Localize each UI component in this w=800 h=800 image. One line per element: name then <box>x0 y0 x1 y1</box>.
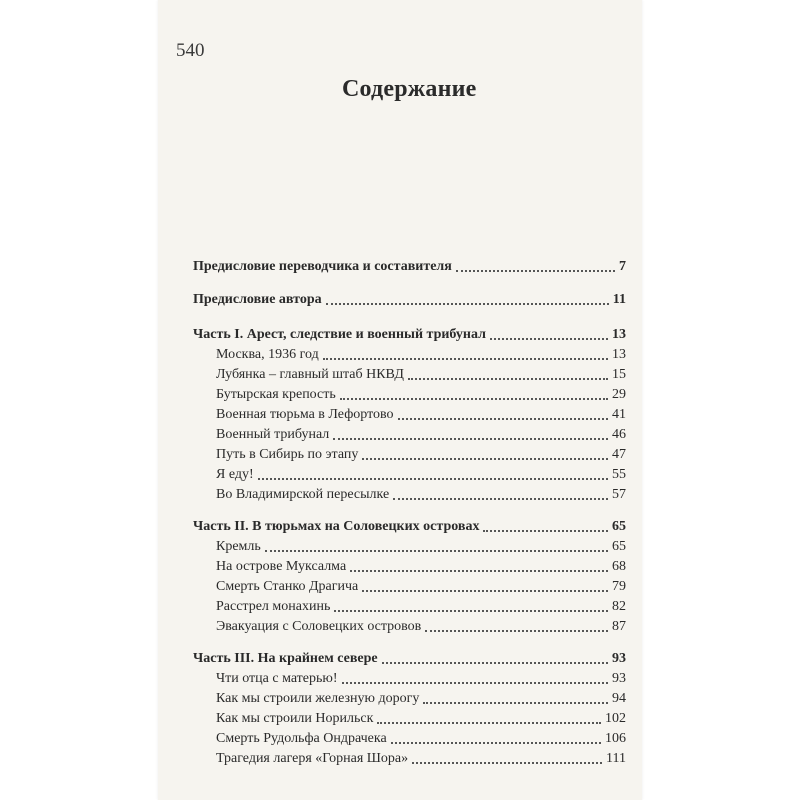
toc-entry-page: 11 <box>612 292 626 307</box>
toc-entry-title: Смерть Станко Драгича <box>216 579 359 594</box>
toc-subentry <box>193 669 626 689</box>
toc-entry-page: 82 <box>612 599 626 614</box>
toc-entry-page: 93 <box>612 671 626 686</box>
toc-entry-title: Часть III. На крайнем севере <box>193 651 378 666</box>
toc-entry-page: 87 <box>612 619 626 634</box>
toc-subentry <box>193 749 626 769</box>
toc-entry-page: 13 <box>612 327 626 342</box>
toc-entry-page: 55 <box>612 467 626 482</box>
toc-subentry <box>193 597 626 617</box>
toc-entry-title: Предисловие переводчика и составителя <box>193 259 452 274</box>
toc-part-3 <box>193 649 626 669</box>
toc-entry-title: Трагедия лагеря «Горная Шора» <box>216 751 409 766</box>
toc-entry-page: 41 <box>612 407 626 422</box>
toc-entry-page: 94 <box>612 691 626 706</box>
toc-entry-title: Как мы строили железную дорогу <box>216 691 420 706</box>
toc-entry-page: 93 <box>612 651 626 666</box>
toc-entry-title: Расстрел монахинь <box>216 599 331 614</box>
toc-subentry <box>193 537 626 557</box>
toc-entry-page: 29 <box>612 387 626 402</box>
page-number: 540 <box>176 40 205 61</box>
toc-entry-page: 68 <box>612 559 626 574</box>
toc-entry-title: Москва, 1936 год <box>216 347 319 362</box>
toc-entry-title: Эвакуация с Соловецких островов <box>216 619 422 634</box>
toc-subentry <box>193 689 626 709</box>
toc-entry-page: 13 <box>612 347 626 362</box>
toc-subentry <box>193 709 626 729</box>
toc-entry-page: 79 <box>612 579 626 594</box>
toc-subentry <box>193 345 626 365</box>
toc-entry-page: 47 <box>612 447 626 462</box>
toc-entry-page: 46 <box>612 427 626 442</box>
toc-entry-title: Часть I. Арест, следствие и военный трибунал <box>193 327 486 342</box>
toc-subentry <box>193 485 626 505</box>
toc-subentry <box>193 577 626 597</box>
toc-entry-title: Как мы строили Норильск <box>216 711 374 726</box>
toc-entry-page: 65 <box>612 539 626 554</box>
toc-subentry <box>193 557 626 577</box>
toc-entry-title: На острове Муксалма <box>216 559 347 574</box>
toc-part-2 <box>193 517 626 537</box>
toc-entry-page: 7 <box>619 259 626 274</box>
toc-entry-title: Чти отца с матерью! <box>216 671 338 686</box>
toc-subentry <box>193 617 626 637</box>
toc-entry-author-preface <box>193 290 626 310</box>
toc-entry-page: 65 <box>612 519 626 534</box>
toc-subentry <box>193 729 626 749</box>
toc-subentry <box>193 445 626 465</box>
toc-entry-title: Часть II. В тюрьмах на Соловецких островах <box>193 519 480 534</box>
toc-subentry <box>193 425 626 445</box>
toc-entry-title: Военный трибунал <box>216 427 330 442</box>
toc-entry-title: Во Владимирской пересылке <box>216 487 390 502</box>
toc-title: Содержание <box>342 76 477 102</box>
toc-entry-page: 15 <box>612 367 626 382</box>
toc-subentry <box>193 405 626 425</box>
toc-entry-title: Я еду! <box>216 467 254 482</box>
toc-entry-title: Лубянка – главный штаб НКВД <box>216 367 404 382</box>
toc-entry-translator-preface <box>193 257 626 277</box>
toc-entry-page: 111 <box>606 751 626 766</box>
toc-entry-page: 106 <box>605 731 626 746</box>
toc-entry-page: 57 <box>612 487 626 502</box>
toc-entry-title: Военная тюрьма в Лефортово <box>216 407 394 422</box>
toc-entry-page: 102 <box>605 711 626 726</box>
toc-entry-title: Смерть Рудольфа Ондрачека <box>216 731 387 746</box>
toc-entry-title: Кремль <box>216 539 261 554</box>
toc-subentry <box>193 465 626 485</box>
toc-entry-title: Бутырская крепость <box>216 387 336 402</box>
toc-entry-title: Путь в Сибирь по этапу <box>216 447 359 462</box>
toc-entry-title: Предисловие автора <box>193 292 322 307</box>
toc-subentry <box>193 385 626 405</box>
toc-part-1 <box>193 325 626 345</box>
toc-subentry <box>193 365 626 385</box>
